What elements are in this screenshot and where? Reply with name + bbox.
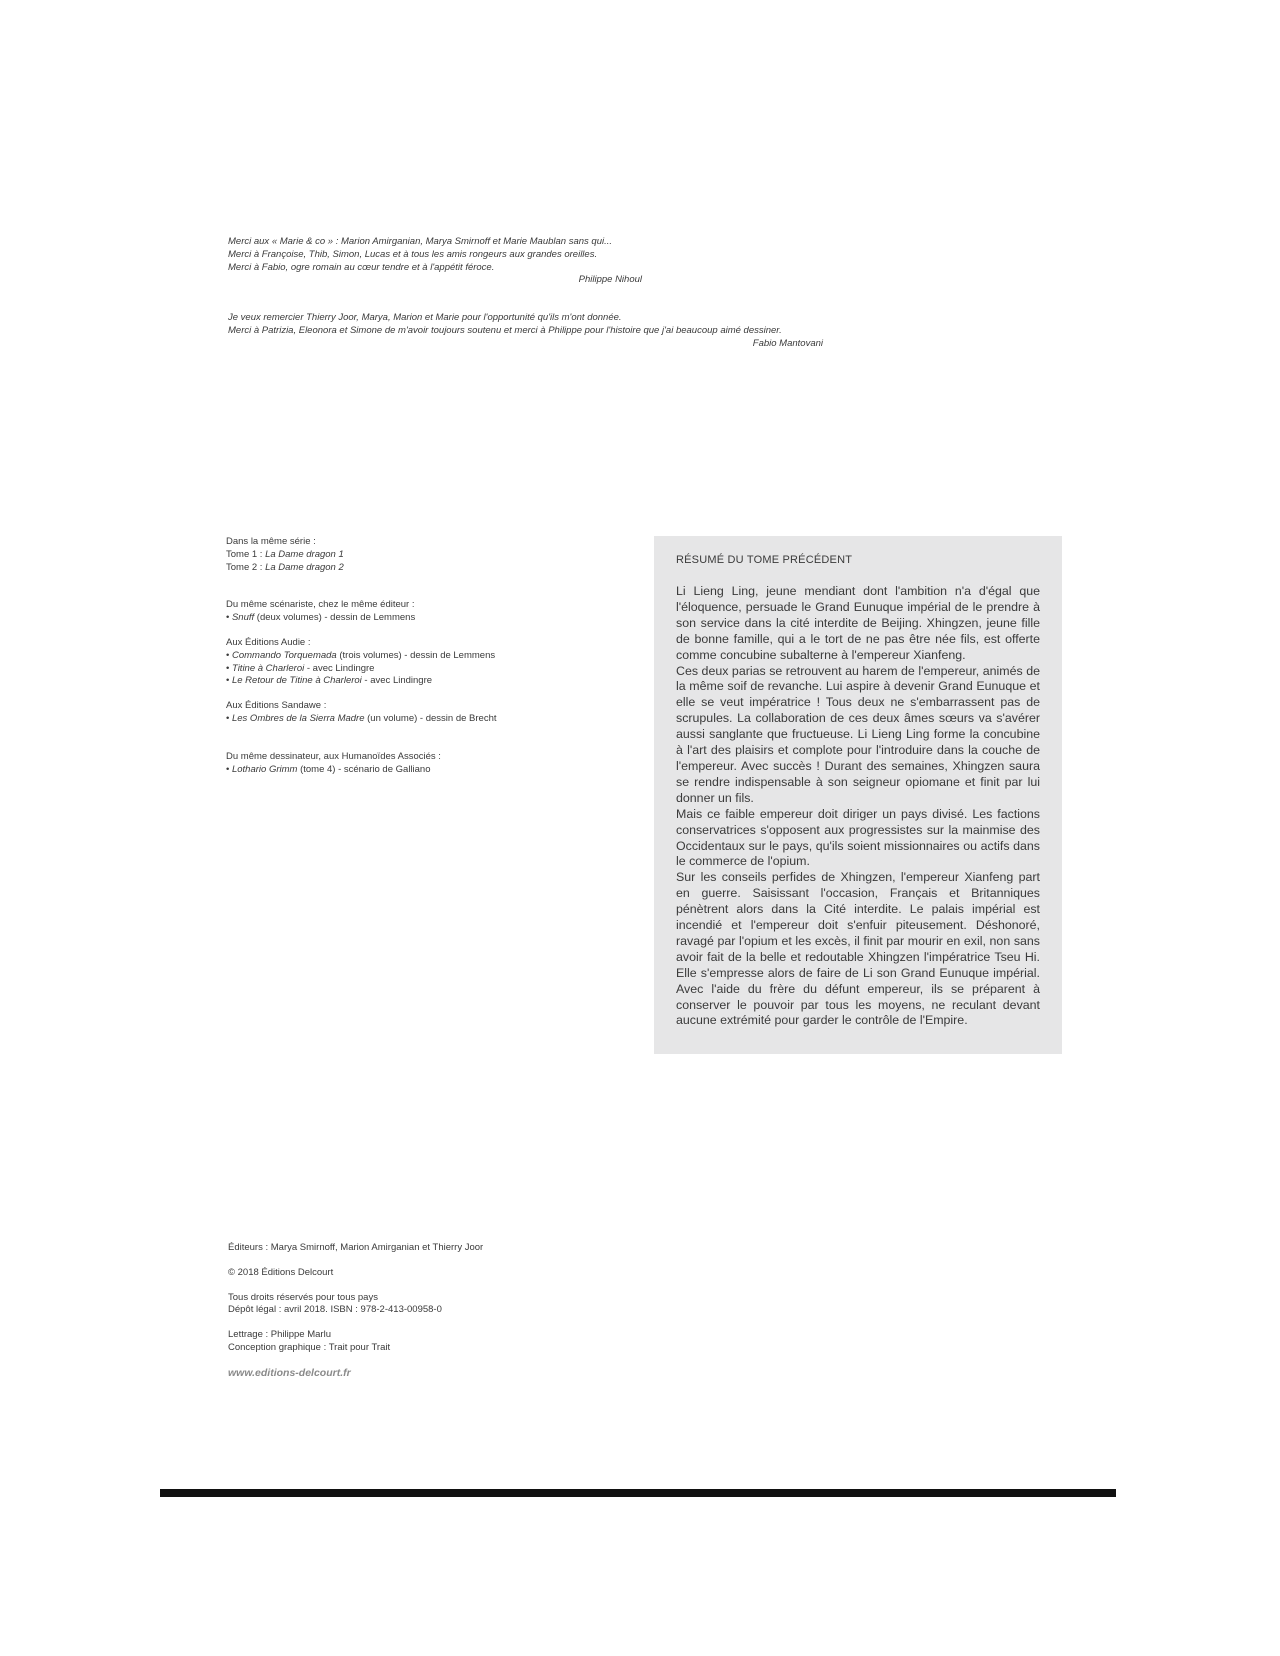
artist-item-1: • Lothario Grimm (tome 4) - scénario de Galliano bbox=[226, 763, 431, 775]
signature-mantovani: Fabio Mantovani bbox=[752, 337, 823, 349]
website-link[interactable]: www.editions-delcourt.fr bbox=[228, 1366, 351, 1379]
sandawe-heading: Aux Éditions Sandawe : bbox=[226, 700, 327, 712]
ack-line-3: Merci à Fabio, ogre romain au cœur tendre et à l'appétit féroce. bbox=[228, 261, 495, 273]
ack-line-1: Merci aux « Marie & co » : Marion Amirganian, Marya Smirnoff et Marie Maublan sans qui... bbox=[228, 236, 613, 247]
lettering-line: Lettrage : Philippe Marlu bbox=[228, 1329, 331, 1341]
ack-line-5: Merci à Patrizia, Eleonora et Simone de m'avoir toujours soutenu et merci à Philippe pour l'histoire que j'ai beaucoup aimé dessiner. bbox=[228, 324, 782, 336]
bottom-rule bbox=[160, 1489, 1116, 1497]
copyright-line: © 2018 Éditions Delcourt bbox=[228, 1266, 334, 1278]
ack-line-4: Je veux remercier Thierry Joor, Marya, Marion et Marie pour l'opportunité qu'ils m'ont donnée. bbox=[228, 312, 622, 324]
summary-paragraph: Mais ce faible empereur doit diriger un pays divisé. Les factions conservatrices s'opposent aux progressistes sur la mainmise des Occidentaux sur le pays, qu'ils soient missionnaires ou actifs dans le commerce de l'opium. bbox=[676, 806, 1040, 869]
series-item-tome1: Tome 1 : La Dame dragon 1 bbox=[226, 548, 344, 560]
audie-item-3: • Le Retour de Titine à Charleroi - avec Lindingre bbox=[226, 675, 433, 687]
summary-title: RÉSUMÉ DU TOME PRÉCÉDENT bbox=[676, 554, 853, 566]
audie-item-1: • Commando Torquemada (trois volumes) - dessin de Lemmens bbox=[226, 649, 496, 661]
legal-deposit-line: Dépôt légal : avril 2018. ISBN : 978-2-413-00958-0 bbox=[228, 1304, 442, 1316]
credits bbox=[228, 1242, 648, 1380]
summary-text bbox=[676, 584, 1040, 1029]
summary-paragraph: Ces deux parias se retrouvent au harem de l'empereur, animés de la même soif de revanche. Lui aspire à devenir Grand Eunuque et elle se veut impératrice ! Tous deux ne s'embarrassent pas de scrupules. La collaboration de ces deux âmes sœurs va s'avérer aussi sanglante que fructueuse. Li Lieng Ling forme la concubine à l'art des plaisirs et complote pour l'introduire dans la couche de l'empereur. Avec succès ! Durant des semaines, Xhingzen saura se rendre indispensable à son seigneur opiomane et finit par lui donner un fils. bbox=[676, 663, 1040, 805]
signature-nihoul: Philippe Nihoul bbox=[578, 274, 642, 286]
audie-item-2: • Titine à Charleroi - avec Lindingre bbox=[226, 662, 375, 674]
ack-line-2: Merci à Françoise, Thib, Simon, Lucas et à tous les amis rongeurs aux grandes oreilles. bbox=[228, 248, 598, 260]
audie-heading: Aux Éditions Audie : bbox=[226, 636, 311, 648]
series-item-tome2: Tome 2 : La Dame dragon 2 bbox=[226, 561, 344, 573]
rights-line: Tous droits réservés pour tous pays bbox=[228, 1291, 378, 1303]
series-heading: Dans la même série : bbox=[226, 536, 316, 547]
artist-heading: Du même dessinateur, aux Humanoïdes Associés : bbox=[226, 750, 441, 762]
summary-paragraph: Sur les conseils perfides de Xhingzen, l'empereur Xianfeng part en guerre. Saisissant l'occasion, Français et Britanniques pénètrent alors dans la Cité interdite. Le palais impérial est incendié et l'empereur doit s'enfuir piteusement. Déshonoré, ravagé par l'opium et les excès, il finit par mourir en exil, non sans avoir fait de la belle et redoutable Xhingzen l'impératrice Tseu Hi. Elle s'empresse alors de faire de Li son Grand Eunuque impérial. Avec l'aide du frère du défunt empereur, ils se préparent à conserver le pouvoir par tous les moyens, ne reculant devant aucune extrémité pour garder le contrôle de l'Empire. bbox=[676, 870, 1040, 1028]
sandawe-item-1: • Les Ombres de la Sierra Madre (un volume) - dessin de Brecht bbox=[226, 712, 497, 724]
editors-line: Éditeurs : Marya Smirnoff, Marion Amirganian et Thierry Joor bbox=[228, 1242, 484, 1253]
acknowledgments bbox=[228, 236, 828, 351]
bibliography bbox=[226, 536, 626, 776]
scenarist-heading: Du même scénariste, chez le même éditeur : bbox=[226, 599, 415, 611]
summary-paragraph: Li Lieng Ling, jeune mendiant dont l'ambition n'a d'égal que l'éloquence, persuade le Grand Eunuque impérial de le prendre à son service dans la cité interdite de Beijing. Xhingzen, jeune fille de bonne famille, qui a le tort de ne pas être née fils, est offerte comme concubine subalterne à l'empereur Xianfeng. bbox=[676, 584, 1040, 662]
design-line: Conception graphique : Trait pour Trait bbox=[228, 1341, 391, 1353]
scenarist-item-snuff: • Snuff (deux volumes) - dessin de Lemmens bbox=[226, 612, 416, 624]
